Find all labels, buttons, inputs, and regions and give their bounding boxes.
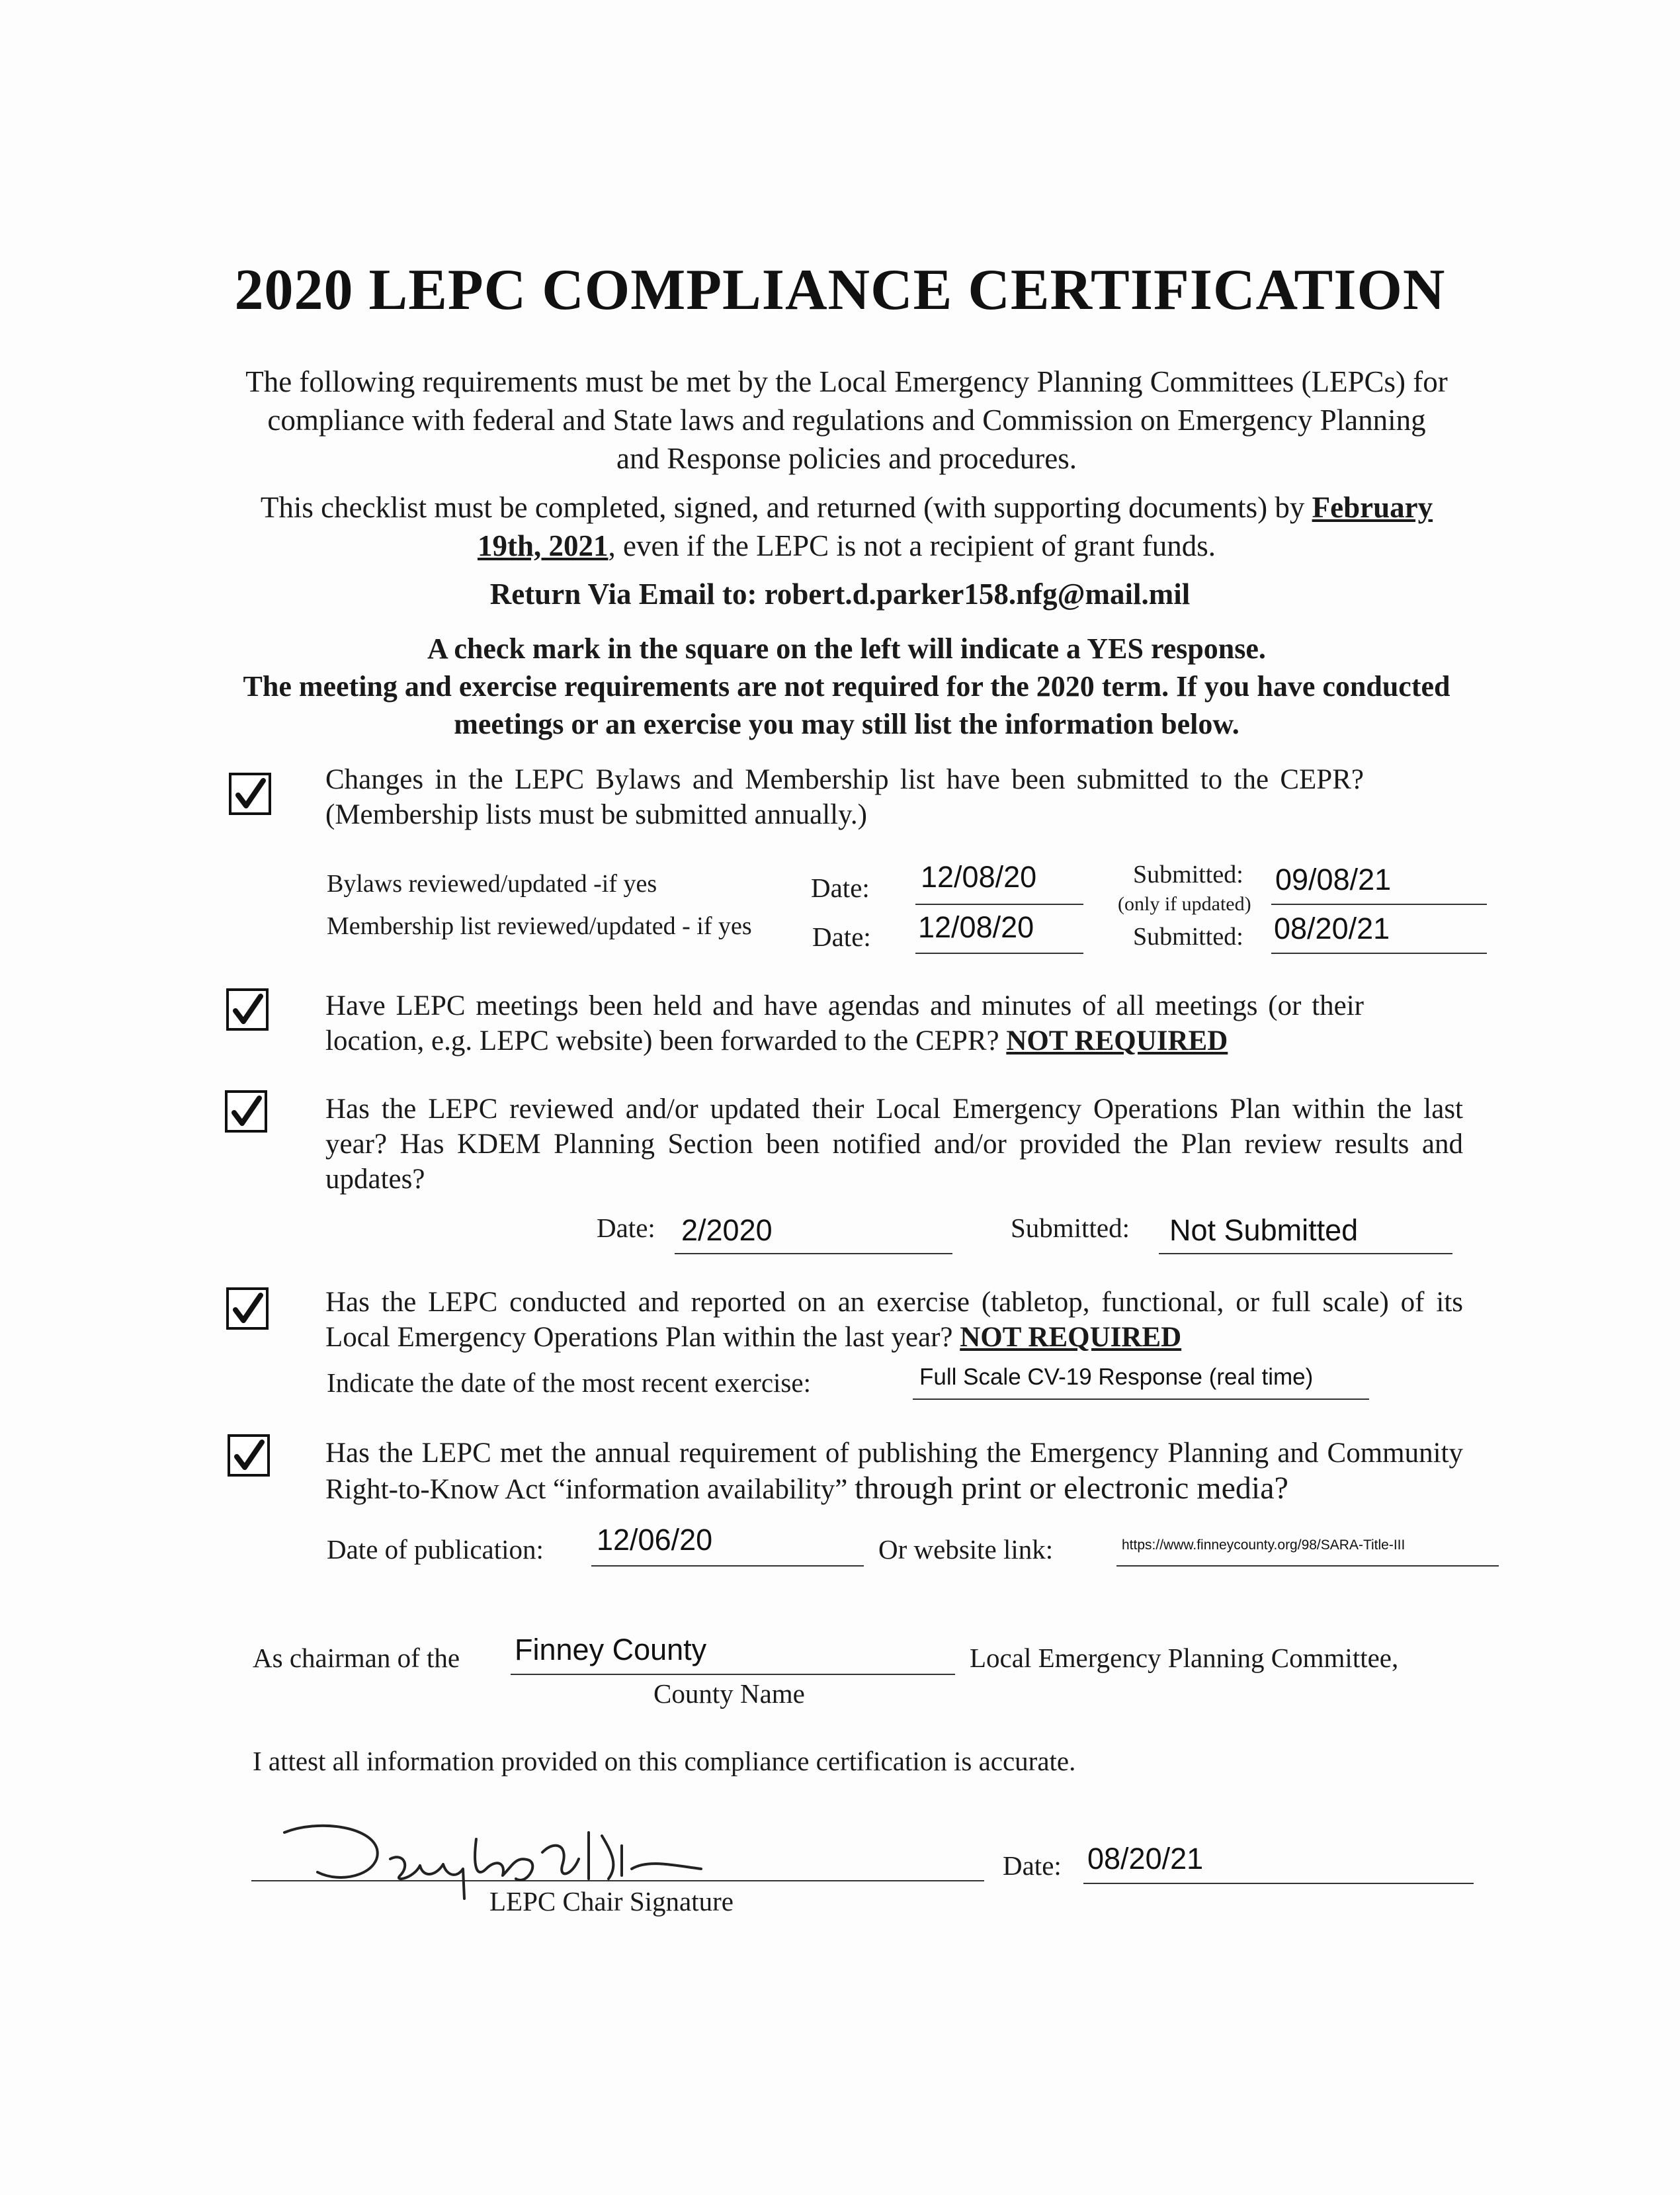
instruction-note: [218, 630, 1475, 743]
chairman-prefix: As chairman of the: [253, 1643, 460, 1673]
deadline-paragraph: [245, 488, 1449, 565]
exercise-line: [913, 1399, 1369, 1400]
membership-submitted-value[interactable]: 08/20/21: [1274, 912, 1390, 945]
q3-checkbox[interactable]: [225, 1090, 267, 1133]
q2-not-required: NOT REQUIRED: [1006, 1025, 1228, 1056]
q3-submitted-line: [1159, 1253, 1452, 1254]
bylaws-date-label: Date:: [811, 873, 870, 903]
q4-not-required: NOT REQUIRED: [960, 1322, 1182, 1353]
intro-paragraph: The following requirements must be met by the Local Emergency Planning Committees (LEPCs) for compliance with federal and State laws and regulations and Commission on Emergency Planning and Response policies and procedures.: [245, 365, 1448, 475]
checklist-pre: This checklist must be completed, signed, and returned (with supporting documents) by: [260, 491, 1305, 524]
q2-text: [325, 988, 1364, 1058]
q5-question-b: through print or electronic media?: [855, 1471, 1288, 1506]
signature-date-label: Date:: [1003, 1850, 1062, 1881]
checkmark-icon: [233, 1438, 266, 1474]
q3-date-line: [675, 1253, 952, 1254]
q3-submitted-value[interactable]: Not Submitted: [1169, 1213, 1359, 1247]
q3-date-label: Date:: [597, 1213, 655, 1243]
web-value[interactable]: https://www.finneycounty.org/98/SARA-Title-III: [1122, 1537, 1406, 1553]
membership-date-label: Date:: [812, 922, 871, 952]
note-line-1: A check mark in the square on the left will indicate a YES response.: [427, 632, 1266, 665]
page-title: 2020 LEPC COMPLIANCE CERTIFICATION: [234, 258, 1446, 322]
signature-date-value[interactable]: 08/20/21: [1087, 1842, 1204, 1875]
q4-question: Has the LEPC conducted and reported on an exercise (tabletop, functional, or full scale) of its Local Emergency Operations Plan within the last year?: [325, 1287, 1463, 1353]
return-email: Return Via Email to: robert.d.parker158.nfg@mail.mil: [489, 578, 1191, 611]
q4-checkbox[interactable]: [226, 1287, 269, 1330]
deadline-date: February 19th, 2021: [477, 491, 1433, 562]
membership-submitted-line: [1271, 953, 1487, 954]
bylaws-date-line: [915, 904, 1083, 905]
q1-text: Changes in the LEPC Bylaws and Membership list have been submitted to the CEPR? (Membership lists must be submitted annually.): [325, 764, 1364, 830]
q3-submitted-label: Submitted:: [1011, 1213, 1130, 1243]
signature-caption: LEPC Chair Signature: [489, 1886, 734, 1916]
exercise-label: Indicate the date of the most recent exercise:: [327, 1367, 811, 1398]
membership-submitted-label: Submitted:: [1133, 923, 1243, 951]
signature-date-line: [1083, 1883, 1474, 1884]
county-line: [511, 1674, 955, 1675]
pub-value[interactable]: 12/06/20: [597, 1523, 713, 1557]
q3-text: Has the LEPC reviewed and/or updated their Local Emergency Operations Plan within the last year? Has KDEM Planning Section been notified and/or provided the Plan review results and updates?: [325, 1094, 1463, 1195]
q2-checkbox[interactable]: [226, 988, 269, 1031]
web-label: Or website link:: [878, 1534, 1054, 1565]
checkmark-icon: [231, 1291, 265, 1327]
membership-date-value[interactable]: 12/08/20: [918, 910, 1034, 944]
pub-line: [591, 1565, 864, 1567]
bylaws-date-value[interactable]: 12/08/20: [921, 860, 1037, 894]
county-value[interactable]: Finney County: [515, 1633, 707, 1666]
bylaws-submitted-value[interactable]: 09/08/21: [1275, 863, 1392, 896]
q5-text: [325, 1436, 1463, 1507]
chairman-suffix: Local Emergency Planning Committee,: [970, 1643, 1399, 1673]
q4-text: [325, 1285, 1463, 1355]
checkmark-icon: [234, 777, 267, 812]
q2-question: Have LEPC meetings been held and have agendas and minutes of all meetings (or their location, e.g. LEPC website) been forwarded to the CEPR?: [325, 990, 1364, 1056]
pub-label: Date of publication:: [327, 1534, 544, 1565]
checklist-post: , even if the LEPC is not a recipient of grant funds.: [608, 529, 1216, 562]
checkmark-icon: [231, 992, 265, 1028]
q1-checkbox[interactable]: [229, 773, 271, 815]
note-line-2: The meeting and exercise requirements are not required for the 2020 term. If you have conducted meetings or an exercise you may still list the information below.: [243, 670, 1450, 740]
bylaws-submitted-label: Submitted:: [1133, 861, 1243, 888]
checkmark-icon: [230, 1094, 263, 1130]
membership-label: Membership list reviewed/updated - if yes: [327, 912, 752, 940]
q3-date-value[interactable]: 2/2020: [681, 1213, 773, 1247]
bylaws-label: Bylaws reviewed/updated -if yes: [327, 870, 657, 898]
bylaws-submitted-line: [1271, 904, 1487, 905]
attest-statement: I attest all information provided on this compliance certification is accurate.: [253, 1746, 1076, 1776]
q5-checkbox[interactable]: [228, 1434, 270, 1477]
county-caption: County Name: [653, 1678, 805, 1709]
exercise-value[interactable]: Full Scale CV-19 Response (real time): [919, 1364, 1314, 1390]
membership-date-line: [915, 953, 1083, 954]
web-line: [1116, 1565, 1499, 1567]
q5-question-a: Has the LEPC met the annual requirement of publishing the Emergency Planning and Community Right-to-Know Act “information availability”: [325, 1438, 1463, 1505]
only-if-updated-note: (only if updated): [1118, 893, 1251, 915]
